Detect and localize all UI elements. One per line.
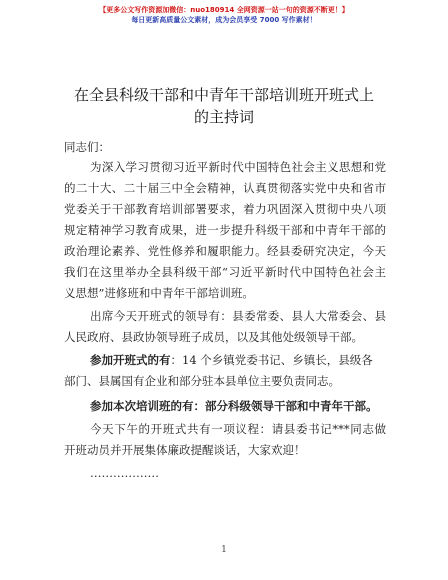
paragraph-1-line-3: 党委关于干部教育培训部署要求，着力巩固深入贯彻中央八项 <box>64 202 386 216</box>
paragraph-1-line-1: 为深入学习贯彻习近平新时代中国特色社会主义思想和党 <box>90 160 386 174</box>
paragraph-5-line-2: 开班动员并开展集体廉政提醒谈话，大家欢迎！ <box>64 443 306 457</box>
paragraph-2-line-2: 人民政府、县政协领导班子成员，以及其他处级领导干部。 <box>64 330 363 344</box>
attendees-label: 参加开班式的有 <box>90 353 171 367</box>
page-number: 1 <box>221 545 227 555</box>
paragraph-3-line-2: 部门、县属国有企业和部分驻本县单位主要负责同志。 <box>64 374 340 388</box>
paragraph-1-line-7: 义思想”进修班和中青年干部培训班。 <box>64 286 254 300</box>
attendees-list-start: ：14 个乡镇党委书记、乡镇长，县级各 <box>170 353 373 367</box>
paragraph-3-line-1 <box>90 353 386 367</box>
document-title-line-1: 在全县科级干部和中青年干部培训班开班式上 <box>73 86 374 104</box>
promo-banner-line-2: 每日更新高质量公文素材，成为会员享受 7000 写作素材！ <box>131 16 317 24</box>
paragraph-5-line-1: 今天下午的开班式共有一项议程：请县委书记***同志做 <box>90 422 386 436</box>
paragraph-2-line-1: 出席今天开班式的领导有：县委常委、县人大常委会、县 <box>90 309 386 323</box>
paragraph-1-line-5: 政治理论素养、党性修养和履职能力。经县委研究决定，今天 <box>64 244 386 258</box>
document-title-line-2: 的主持词 <box>193 108 254 126</box>
paragraph-1-line-2: 的二十大、二十届三中全会精神，认真贯彻落实党中央和省市 <box>64 181 386 195</box>
paragraph-1-line-4: 规定精神学习教育成果，进一步提升科级干部和中青年干部的 <box>64 223 386 237</box>
paragraph-1-line-6: 我们在这里举办全县科级干部“习近平新时代中国特色社会主 <box>64 265 386 279</box>
ellipsis-dots: ……………… <box>90 466 159 480</box>
paragraph-4: 参加本次培训班的有：部分科级领导干部和中青年干部。 <box>90 399 378 413</box>
salutation: 同志们： <box>64 140 110 154</box>
promo-banner-line-1: 【更多公文写作资源加微信：nuo180914 全网资源一站一句的资源不断更！】 <box>99 6 349 14</box>
